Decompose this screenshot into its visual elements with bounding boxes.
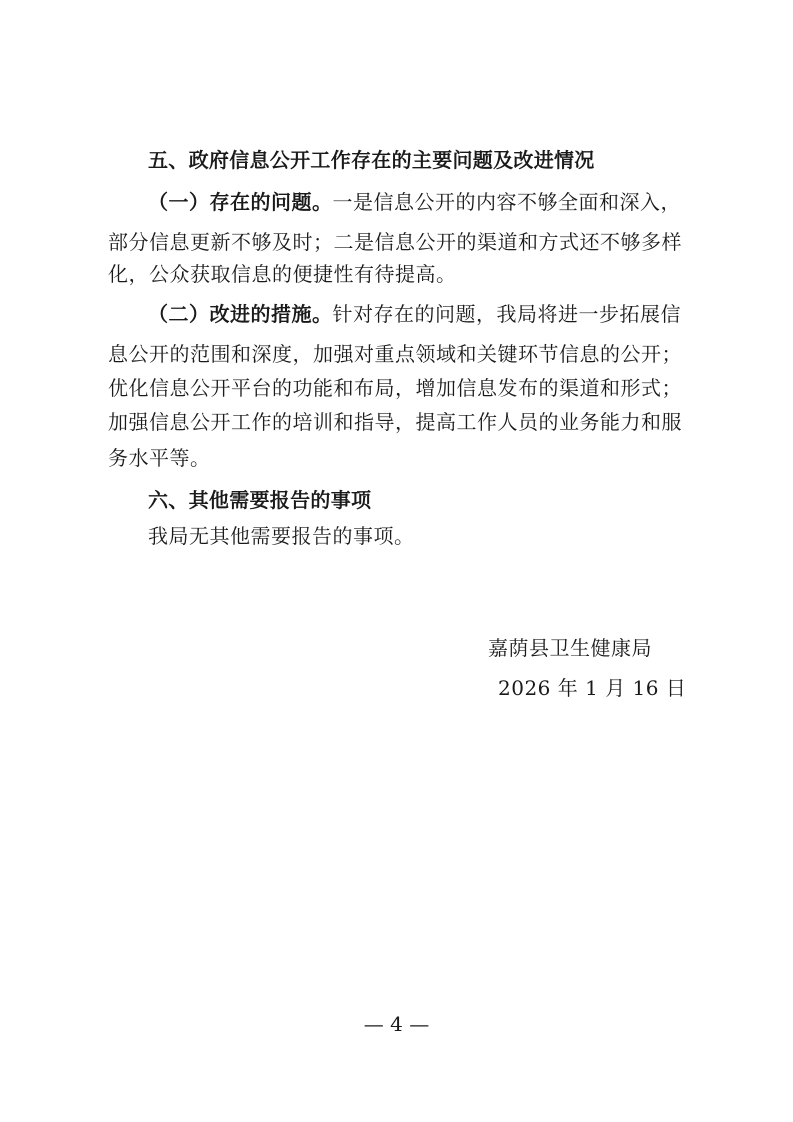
section5-item2-line1-text: 针对存在的问题，我局将进一步拓展信 — [332, 302, 681, 326]
section5-item2-lead: （二）改进的措施。 — [148, 302, 333, 326]
section5-item1-line1-text: 一是信息公开的内容不够全面和深入， — [332, 190, 681, 214]
section5-item2-line5: 务水平等。 — [108, 446, 211, 470]
section5-item2-line2: 息公开的范围和深度，加强对重点领域和关键环节信息的公开； — [108, 342, 682, 366]
section5-item1-line1 — [148, 190, 681, 214]
page-number: — 4 — — [363, 1012, 430, 1036]
section6-heading: 六、其他需要报告的事项 — [148, 488, 372, 512]
signature-org: 嘉荫县卫生健康局 — [488, 636, 652, 660]
section6-body: 我局无其他需要报告的事项。 — [148, 524, 415, 548]
section5-item1-lead: （一）存在的问题。 — [148, 190, 333, 214]
section5-item2-line3: 优化信息公开平台的功能和布局，增加信息发布的渠道和形式； — [108, 376, 682, 400]
section5-item1-line3: 化，公众获取信息的便捷性有待提高。 — [108, 262, 457, 286]
section5-heading: 五、政府信息公开工作存在的主要问题及改进情况 — [148, 148, 595, 172]
signature-date: 2026 年 1 月 16 日 — [498, 676, 687, 700]
section5-item2-line4: 加强信息公开工作的培训和指导，提高工作人员的业务能力和服 — [108, 410, 682, 434]
section5-item2-line1 — [148, 302, 681, 326]
section5-item1-line2: 部分信息更新不够及时；二是信息公开的渠道和方式还不够多样 — [108, 230, 682, 254]
